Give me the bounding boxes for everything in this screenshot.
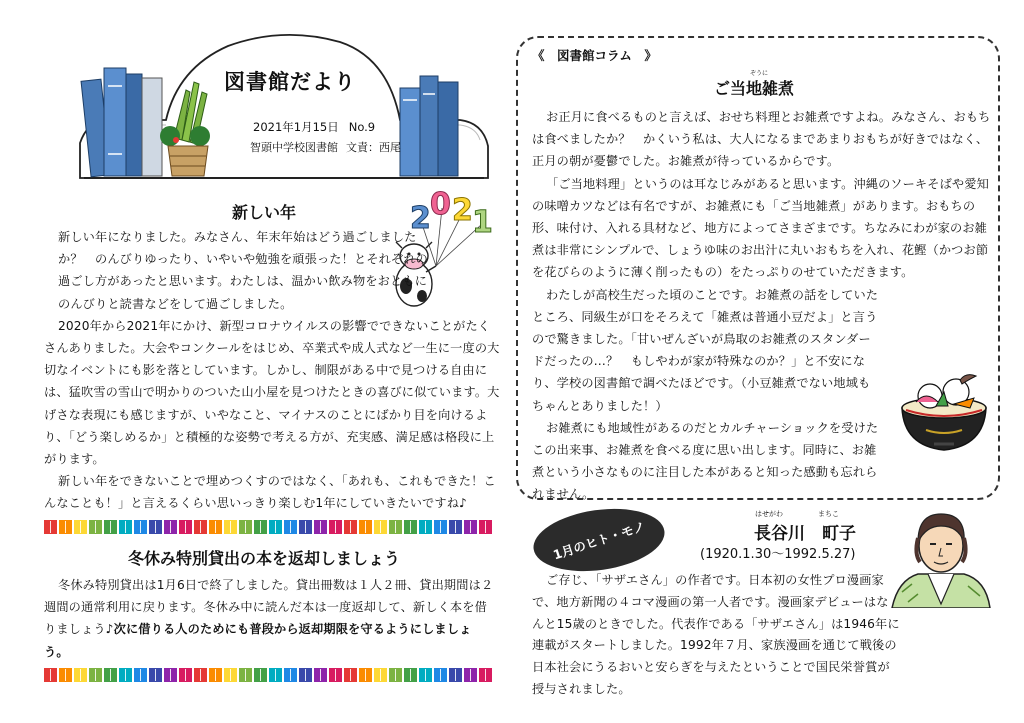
book-divider-book	[389, 520, 402, 534]
winter-loan-text: 冬休み特別貸出は1月6日で終了しました。貸出冊数は１人２冊、貸出期間は２週間の通常利用に戻ります。冬休み中に読んだ本は一度返却して、新しく本を借りましょう♪	[44, 578, 494, 637]
book-divider-book	[464, 520, 477, 534]
book-divider-book	[164, 668, 177, 682]
book-divider-book	[344, 520, 357, 534]
book-divider-book	[284, 520, 297, 534]
person-body	[532, 570, 900, 701]
book-divider-book	[299, 668, 312, 682]
book-divider-book	[119, 668, 132, 682]
book-divider-book	[254, 668, 267, 682]
column-label: 《 図書館コラム 》	[532, 48, 657, 63]
book-divider-book	[314, 668, 327, 682]
book-divider-book	[209, 520, 222, 534]
book-divider-book	[269, 520, 282, 534]
person-ruby-family: はせがわ	[755, 510, 783, 518]
winter-loan-body	[44, 574, 494, 663]
person-description: ご存じ、「サザエさん」の作者です。日本初の女性プロ漫画家で、地方新聞の４コマ漫画の第一人者です。漫画家デビューはなんと15歳のときでした。代表作である「サザエさん」は1946年に連載がスタートしました。1992年７月、家族漫画を通じて戦後の日本社会にうるおいと安らぎを与えたということで国民栄誉賞が授与されました。	[532, 573, 900, 696]
book-divider-book	[134, 668, 147, 682]
winter-loan-title: 冬休み特別貸出の本を返却しましょう	[128, 549, 401, 568]
svg-text:0: 0	[430, 188, 451, 222]
book-divider-book	[299, 520, 312, 534]
book-divider-book	[419, 520, 432, 534]
issue-number: No.9	[348, 120, 376, 134]
book-divider-book	[374, 668, 387, 682]
book-divider-book	[194, 520, 207, 534]
issue-date: 2021年1月15日	[253, 120, 339, 134]
person-badge-label: 1月のヒト・モノ	[551, 518, 648, 563]
new-year-paragraph-3: 新しい年をできないことで埋めつくすのではなく、「あれも、これもできた！こんなことも！」と言えるくらい思いっきり楽しむ1年にしていきたいですね♪	[44, 474, 496, 511]
book-divider-book	[89, 668, 102, 682]
book-divider-book	[44, 668, 57, 682]
author-line	[250, 139, 409, 155]
svg-text:1: 1	[472, 205, 492, 240]
book-divider-book	[104, 520, 117, 534]
book-divider-book	[74, 520, 87, 534]
book-divider-book	[329, 668, 342, 682]
column-paragraph-1: お正月に食べるものと言えば、おせち料理とお雑煮ですよね。みなさん、おもちは食べましたか？ かくいう私は、大人になるまであまりおもちが好きではなく、正月の朝が憂鬱でした。お雑煮が待っているからです。	[532, 110, 991, 169]
zoni-bowl-icon	[896, 362, 992, 458]
book-divider-book	[134, 520, 147, 534]
book-divider-book	[164, 520, 177, 534]
column-paragraph-3: わたしが高校生だった頃のことです。お雑煮の話をしていたところ、同級生が口をそろえて「雑煮は普通小豆だよ」と言うので驚きました。「甘いぜんざいが鳥取のお雑煮のスタンダードだったの…？ もしやわが家が特殊なのか？」と不安になり、学校の図書館で調べたほどです。（小豆雑煮でない地域もちゃんとありました！）	[532, 287, 879, 413]
book-divider-book	[419, 668, 432, 682]
new-year-title: 新しい年	[232, 203, 297, 222]
book-divider-book	[464, 668, 477, 682]
book-divider-book	[59, 520, 72, 534]
book-divider-book	[479, 520, 492, 534]
book-divider-book	[59, 668, 72, 682]
book-divider-bottom	[44, 668, 496, 682]
newsletter-title: 図書館だより	[224, 70, 356, 94]
column-title: ぞうに ご当地雑煮	[714, 70, 795, 98]
book-divider-book	[104, 668, 117, 682]
book-divider-book	[254, 520, 267, 534]
person-name: 長谷川 町子	[754, 524, 856, 544]
book-divider-book	[269, 668, 282, 682]
book-divider-book	[89, 520, 102, 534]
book-divider-book	[404, 668, 417, 682]
book-divider-book	[449, 520, 462, 534]
column-paragraph-2: 「ご当地料理」というのは耳なじみがあると思います。沖縄のソーキそばや愛知の味噌カツなどは有名ですが、お雑煮にも「ご当地雑煮」があります。おもちの形、味付け、入れる具材など、地方によってさまざまです。ちなみにわが家のお雑煮は非常にシンプルで、しょうゆ味のお出汁に丸いおもちを入れ、花鰹（かつお節を花びらのように薄く削ったもの）をたっぷりのせていただきます。	[532, 176, 989, 280]
book-divider-book	[389, 668, 402, 682]
column-title-ruby: ぞうに	[750, 70, 769, 77]
book-divider-book	[434, 668, 447, 682]
book-divider-book	[209, 668, 222, 682]
new-year-body	[44, 226, 502, 515]
winter-loan-bold-text: 次に借りる人のためにも普段から返却期限を守るようにしましょう。	[44, 622, 472, 659]
book-divider-book	[284, 668, 297, 682]
book-divider-book	[179, 668, 192, 682]
school-name: 智頭中学校図書館	[250, 141, 338, 154]
issue-line	[253, 119, 385, 135]
svg-text:2: 2	[452, 193, 473, 228]
book-divider-book	[404, 520, 417, 534]
book-divider-book	[434, 520, 447, 534]
book-divider-book	[359, 668, 372, 682]
books-shelf-icon	[78, 28, 490, 180]
book-divider-book	[224, 668, 237, 682]
book-divider-book	[119, 520, 132, 534]
book-divider-book	[239, 520, 252, 534]
person-ruby-given: まちこ	[818, 510, 839, 518]
book-divider-book	[239, 668, 252, 682]
book-divider-book	[194, 668, 207, 682]
svg-text:2: 2	[410, 201, 431, 236]
author-credit: 文責：西尾	[346, 141, 401, 154]
book-divider-book	[359, 520, 372, 534]
person-dates: (1920.1.30〜1992.5.27)	[700, 547, 856, 562]
book-divider-book	[314, 520, 327, 534]
book-divider-book	[179, 520, 192, 534]
new-year-paragraph-1: 新しい年になりました。みなさん、年末年始はどう過ごしましたか？ のんびりゆったり、いやいや勉強を頑張った！とそれぞれの過ごし方があったと思います。わたしは、温かい飲み物をおともにのんびりと読書などをして過ごしました。	[58, 230, 429, 311]
book-divider-book	[149, 668, 162, 682]
portrait-illustration-icon	[888, 508, 994, 608]
book-divider-book	[74, 668, 87, 682]
book-divider-book	[224, 520, 237, 534]
book-divider-book	[149, 520, 162, 534]
person-of-month-badge	[529, 501, 668, 579]
column-paragraph-4: お雑煮にも地域性があるのだとカルチャーショックを受けたこの出来事、お雑煮を食べる度に思い出します。同時に、お雑煮という小さなものに注目した本があると知った感動も忘れられません。	[532, 420, 879, 502]
new-year-paragraph-2: 2020年から2021年にかけ、新型コロナウイルスの影響でできないことがたくさんありました。大会やコンクールをはじめ、卒業式や成人式など一生に一度の大切なイベントにも影を落としています。しかし、制限がある中で見つける自由には、猛吹雪の雪山で明かりのついた山小屋を見つけたときの喜びに似ています。大げさな表現にも感じますが、いやなこと、マイナスのことにばかり目を向けるより、「どう楽しめるか」と積極的な姿勢で考える方が、充実感、満足感は格段に上がります。	[44, 318, 500, 467]
book-divider-book	[344, 668, 357, 682]
book-divider-book	[479, 668, 492, 682]
book-divider-book	[329, 520, 342, 534]
book-divider-book	[449, 668, 462, 682]
book-divider-book	[374, 520, 387, 534]
book-divider-top	[44, 520, 496, 534]
book-divider-book	[44, 520, 57, 534]
